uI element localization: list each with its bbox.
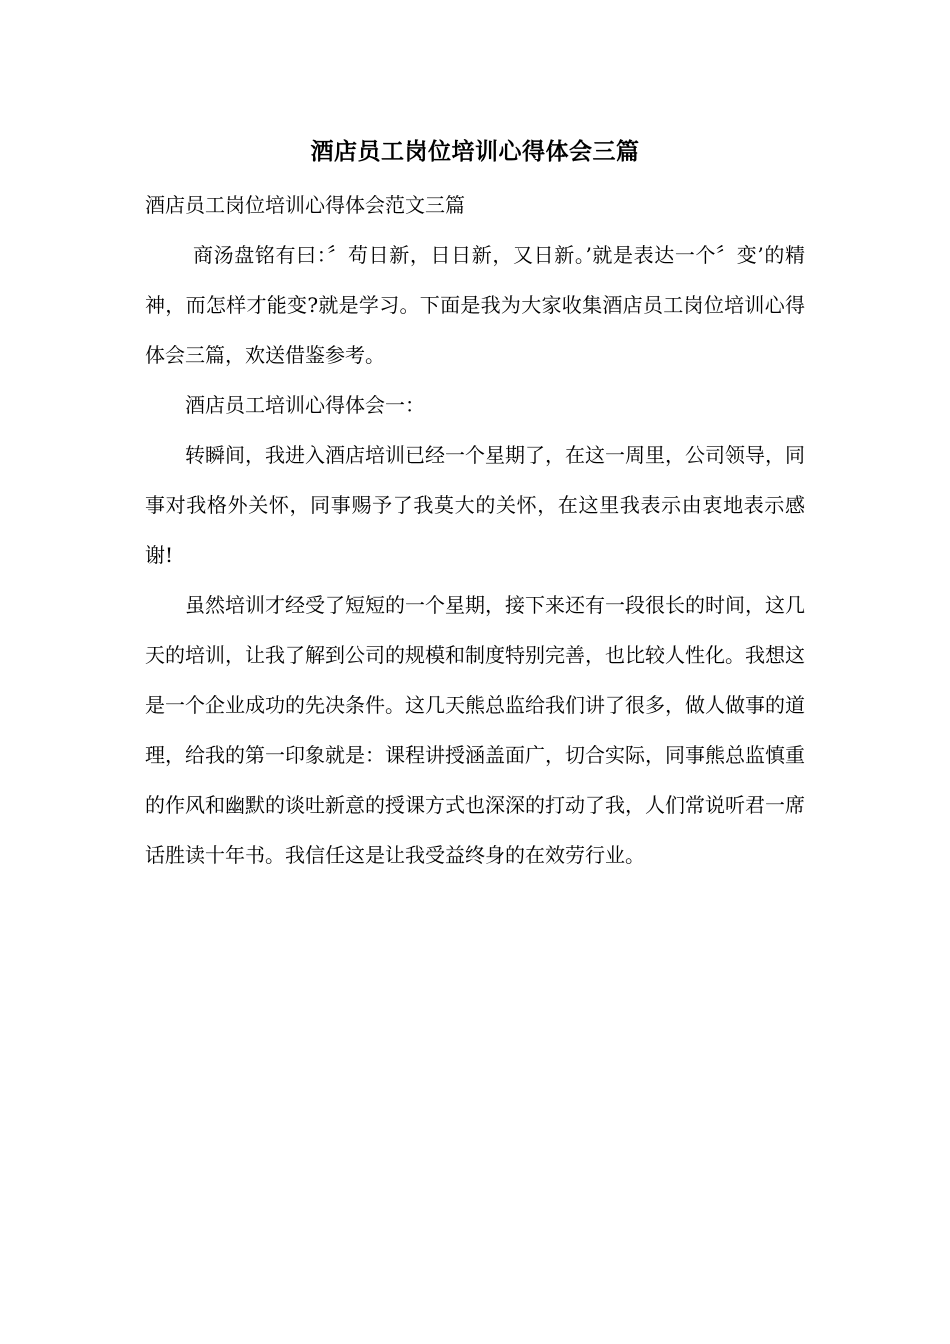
section-heading: 酒店员工培训心得体会一： bbox=[185, 393, 425, 417]
body-paragraph-2: 虽然培训才经受了短短的一个星期，接下来还有一段很长的时间，这几天的培训，让我了解到公司的规模和制度特别完善，也比较人性化。我想这是一个企业成功的先决条件。这几天熊总监给我们讲了很多，做人做事的道理，给我的第一印象就是：课程讲授涵盖面广，切合实际，同事熊总监慎重的作风和幽默的谈吐新意的授课方式也深深的打动了我，人们常说听君一席话胜读十年书。我信任这是让我受益终身的在效劳行业。 bbox=[145, 593, 805, 867]
document-body bbox=[145, 180, 805, 880]
body-paragraph-1: 转瞬间，我进入酒店培训已经一个星期了，在这一周里，公司领导，同事对我格外关怀，同事赐予了我莫大的关怀，在这里我表示由衷地表示感谢! bbox=[145, 443, 805, 567]
intro-paragraph: 商汤盘铭有曰：〞苟日新，日日新，又日新。’就是表达一个〞变’的精神，而怎样才能变?就是学习。下面是我为大家收集酒店员工岗位培训心得体会三篇，欢送借鉴参考。 bbox=[145, 243, 805, 367]
document-subtitle: 酒店员工岗位培训心得体会范文三篇 bbox=[145, 193, 465, 217]
document-title: 酒店员工岗位培训心得体会三篇 bbox=[310, 138, 640, 165]
